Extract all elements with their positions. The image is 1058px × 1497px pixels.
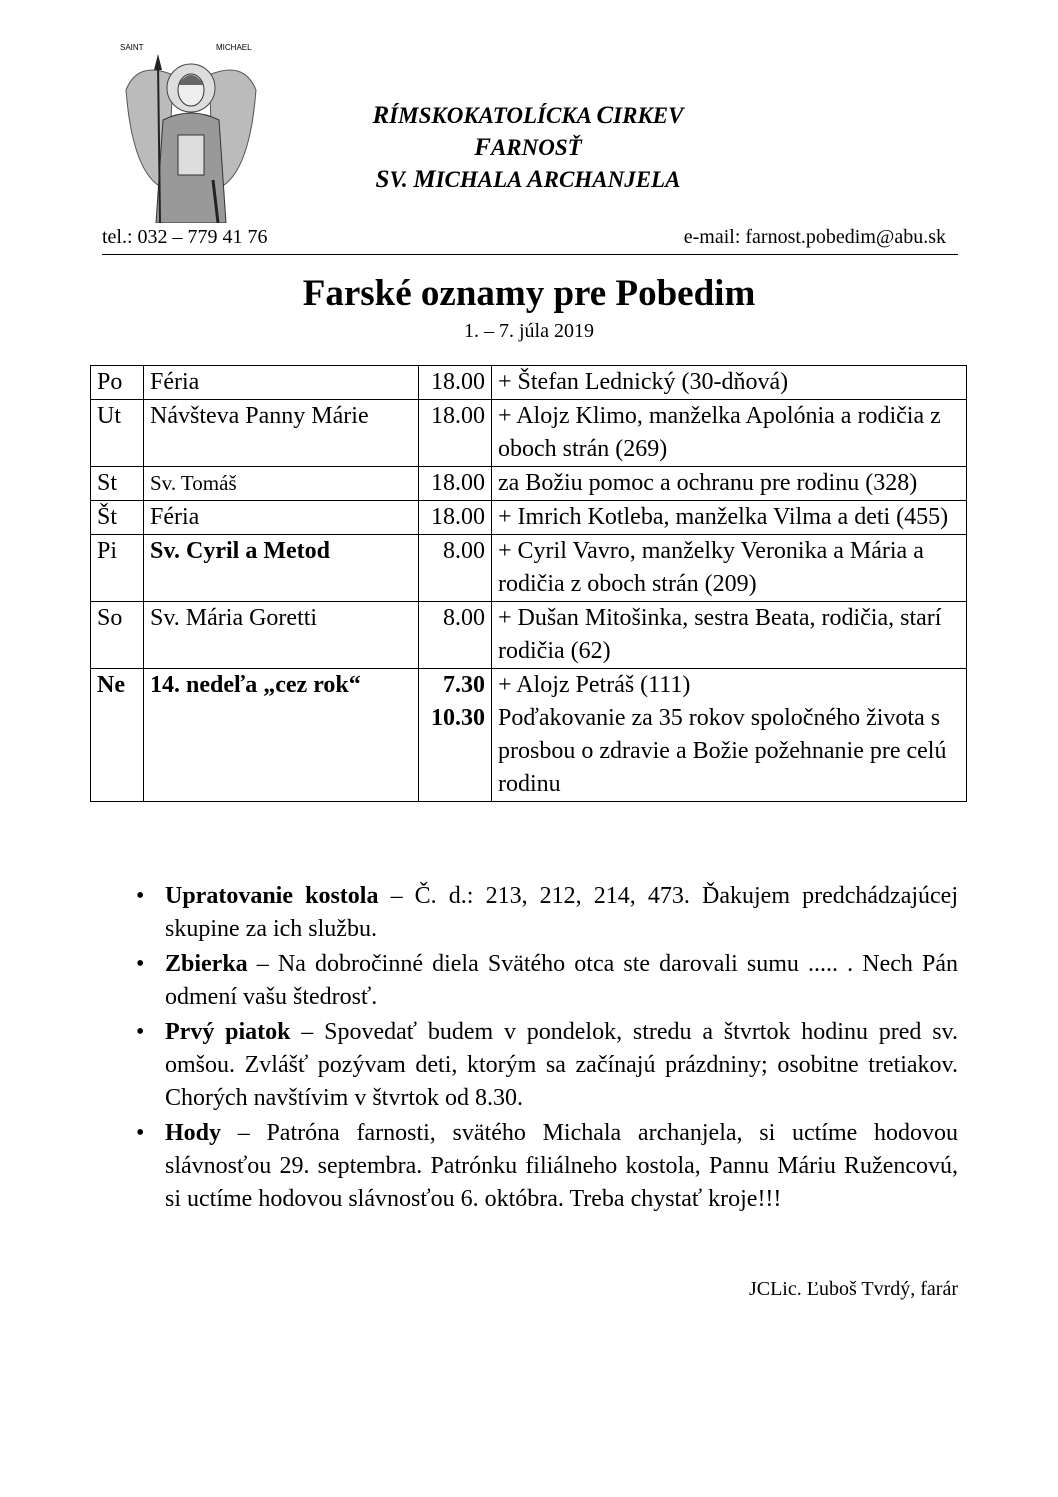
intention-cell: + Imrich Kotleba, manželka Vilma a deti (455) xyxy=(492,501,967,535)
day-cell: St xyxy=(91,467,144,501)
note-text: – Č. d.: 213, 212, 214, 473. Ďakujem predchádzajúcej skupine za ich službu. xyxy=(165,883,958,942)
feast-cell: Návšteva Panny Márie xyxy=(144,400,419,467)
list-item xyxy=(118,948,958,1014)
church-line-3: SV. MICHALA ARCHANJELA xyxy=(375,166,681,193)
intention-text-2: Poďakovanie za 35 rokov spoločného života s prosbou o zdravie a Božie požehnanie pre celú rodinu xyxy=(498,705,947,797)
email-address: e-mail: farnost.pobedim@abu.sk xyxy=(683,226,946,248)
bullet-icon: • xyxy=(136,1120,145,1146)
intention-text: + Alojz Petráš (111) xyxy=(498,672,691,698)
time-cell: 8.00 xyxy=(419,535,492,602)
saint-michael-icon xyxy=(118,40,264,223)
intention-cell: + Alojz Klimo, manželka Apolónia a rodičia z oboch strán (269) xyxy=(492,400,967,467)
bullet-icon: • xyxy=(136,1019,145,1045)
time-cell: 8.00 xyxy=(419,602,492,669)
table-row xyxy=(91,366,967,400)
time-cell: 18.00 xyxy=(419,366,492,400)
contact-line xyxy=(102,226,958,255)
note-heading: Upratovanie kostola xyxy=(165,883,379,909)
feast-cell: 14. nedeľa „cez rok“ xyxy=(144,669,419,802)
time-cell: 18.00 xyxy=(419,501,492,535)
time-cell: 18.00 xyxy=(419,467,492,501)
church-line-2: FARNOSŤ xyxy=(474,134,582,161)
day-cell: Pi xyxy=(91,535,144,602)
feast-cell: Féria xyxy=(144,501,419,535)
note-heading: Hody xyxy=(165,1120,222,1146)
time-value-2: 10.30 xyxy=(431,705,485,731)
bullet-icon: • xyxy=(136,951,145,977)
note-heading: Prvý piatok xyxy=(165,1019,291,1045)
announcements-list xyxy=(118,880,958,1218)
church-name xyxy=(300,100,756,196)
intention-cell: + Cyril Vavro, manželky Veronika a Mária a rodičia z oboch strán (209) xyxy=(492,535,967,602)
icon-label-michael: MICHAEL xyxy=(216,43,252,52)
phone-number: tel.: 032 – 779 41 76 xyxy=(102,226,268,248)
intention-cell: za Božiu pomoc a ochranu pre rodinu (328) xyxy=(492,467,967,501)
note-text: – Patróna farnosti, svätého Michala archanjela, si uctíme hodovou slávnosťou 29. septembra. Patrónku filiálneho kostola, Pannu Máriu Ružencovú, si uctíme hodovou slávnosťou 6. októbra. Treba chystať kroje!!! xyxy=(165,1120,958,1212)
table-row xyxy=(91,400,967,467)
list-item xyxy=(118,1117,958,1216)
day-cell: Ut xyxy=(91,400,144,467)
bullet-icon: • xyxy=(136,883,145,909)
table-row xyxy=(91,535,967,602)
day-cell: Ne xyxy=(91,669,144,802)
list-item xyxy=(118,880,958,946)
signature: JCLic. Ľuboš Tvrdý, farár xyxy=(748,1278,958,1300)
church-line-1: RÍMSKOKATOLÍCKA CIRKEV xyxy=(372,102,684,129)
table-row xyxy=(91,669,967,802)
table-row xyxy=(91,501,967,535)
intention-cell xyxy=(492,669,967,802)
table-row xyxy=(91,467,967,501)
feast-cell: Féria xyxy=(144,366,419,400)
note-text: – Spovedať budem v pondelok, stredu a štvrtok hodinu pred sv. omšou. Zvlášť pozývam deti, ktorým sa začínajú prázdniny; osobitne tretiakov. Chorých navštívim v štvrtok od 8.30. xyxy=(165,1019,958,1111)
list-item xyxy=(118,1016,958,1115)
feast-cell: Sv. Mária Goretti xyxy=(144,602,419,669)
page-title: Farské oznamy pre Pobedim xyxy=(302,273,756,314)
mass-schedule-table xyxy=(90,365,967,802)
icon-label-saint: SAINT xyxy=(120,43,144,52)
intention-cell: + Štefan Lednický (30-dňová) xyxy=(492,366,967,400)
day-cell: Št xyxy=(91,501,144,535)
day-cell: So xyxy=(91,602,144,669)
intention-cell: + Dušan Mitošinka, sestra Beata, rodičia, starí rodičia (62) xyxy=(492,602,967,669)
day-cell: Po xyxy=(91,366,144,400)
feast-cell: Sv. Tomáš xyxy=(144,467,419,501)
time-value: 7.30 xyxy=(443,672,485,698)
note-heading: Zbierka xyxy=(165,951,248,977)
table-row xyxy=(91,602,967,669)
time-cell: 18.00 xyxy=(419,400,492,467)
feast-cell: Sv. Cyril a Metod xyxy=(144,535,419,602)
note-text: – Na dobročinné diela Svätého otca ste darovali sumu ..... . Nech Pán odmení vašu štedrosť. xyxy=(165,951,958,1010)
time-cell xyxy=(419,669,492,802)
date-range: 1. – 7. júla 2019 xyxy=(464,320,594,342)
